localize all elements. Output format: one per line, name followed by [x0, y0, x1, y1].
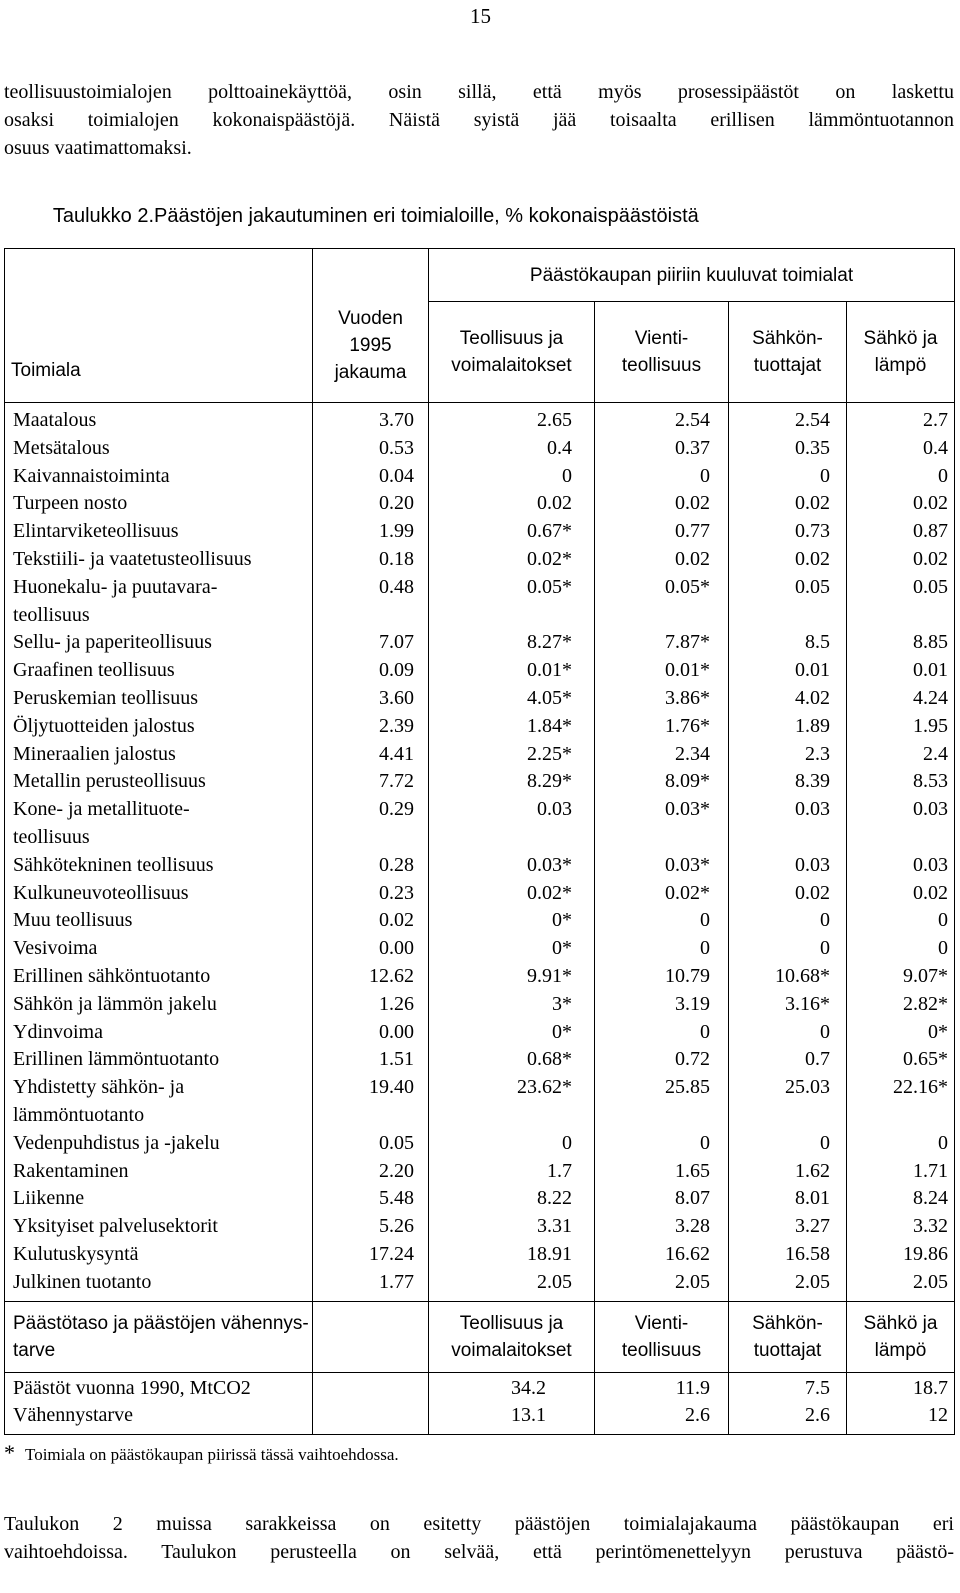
header-vuoden-1995: Vuoden 1995 jakauma [313, 249, 429, 403]
bottom-rows-block [5, 1372, 955, 1435]
cell-sahko: 0.87 [913, 520, 948, 543]
cell-teol: 4.05* [527, 686, 572, 709]
cell-vienti: 0.05* [665, 575, 710, 598]
cell-vienti: 0.02* [665, 881, 710, 904]
row-label: Muu teollisuus [13, 909, 133, 932]
cell-v1995: 2.39 [379, 714, 414, 737]
cell-vienti: 0 [700, 464, 710, 487]
row-spacer [313, 602, 414, 630]
intro-line: osuus vaatimattomaksi. [4, 137, 192, 159]
cell-v1995: 1.99 [379, 520, 414, 543]
cell-teol: 8.22 [537, 1187, 572, 1210]
cell-sahko: 9.07* [903, 964, 948, 987]
outro-line: Taulukon 2 muissa sarakkeissa on esitetty päästöjen toimialajakauma päästökaupan eri [4, 1513, 954, 1535]
cell-teol: 0* [552, 1020, 572, 1043]
cell-sahkon: 2.05 [795, 1270, 830, 1293]
cell-v1995: 1.77 [379, 1270, 414, 1293]
cell-sahko: 2.05 [913, 1270, 948, 1293]
cell-sahkon: 8.01 [795, 1187, 830, 1210]
cell-v1995: 5.48 [379, 1187, 414, 1210]
bottom-cell-sahkon: 7.5 [805, 1376, 830, 1399]
cell-teol: 1.84* [527, 714, 572, 737]
bottom-cell-sahko: 18.7 [913, 1376, 948, 1399]
cell-sahkon: 0.73 [795, 520, 830, 543]
outro-line: vaihtoehdoissa. Taulukon perusteella on selvää, että perintömenettelyyn perustuva päästö- [4, 1541, 954, 1563]
row-spacer [595, 1102, 710, 1130]
row-label-cont: lämmöntuotanto [13, 1103, 145, 1126]
subheader-sahkontuottajat: Sähkön- tuottajat [729, 1301, 847, 1372]
cell-vienti: 8.07 [675, 1187, 710, 1210]
cell-sahko: 0.03 [913, 853, 948, 876]
row-label: Liikenne [13, 1187, 85, 1210]
row-label: Graafinen teollisuus [13, 659, 175, 682]
cell-teol: 0.03* [527, 853, 572, 876]
row-label: Sellu- ja paperiteollisuus [13, 631, 212, 654]
cell-sahkon: 25.03 [785, 1076, 830, 1099]
bottom-cell-teol: 13.1 [511, 1404, 546, 1427]
subheader-row [5, 1301, 955, 1372]
row-label: Maatalous [13, 409, 97, 431]
cell-vienti: 25.85 [665, 1076, 710, 1099]
subheader-empty [313, 1301, 429, 1372]
cell-v1995: 0.00 [379, 1020, 414, 1043]
cell-sahkon: 3.16* [785, 992, 830, 1015]
row-label: Sähkötekninen teollisuus [13, 853, 214, 876]
label-column [5, 403, 313, 1302]
cell-vienti: 3.86* [665, 686, 710, 709]
cell-v1995: 12.62 [369, 964, 414, 987]
cell-vienti: 0.02 [675, 547, 710, 570]
v1995-column [313, 403, 429, 1302]
row-label: Huonekalu- ja puutavara- [13, 575, 218, 598]
row-label: Metallin perusteollisuus [13, 770, 206, 793]
row-spacer [429, 602, 572, 630]
cell-sahkon: 3.27 [795, 1215, 830, 1238]
cell-v1995: 0.28 [379, 853, 414, 876]
table-label: Taulukko 2. [52, 205, 154, 227]
row-spacer [847, 1102, 948, 1130]
cell-teol: 3* [552, 992, 572, 1015]
row-spacer [429, 824, 572, 852]
row-label: Kulutuskysyntä [13, 1242, 139, 1265]
row-spacer [313, 824, 414, 852]
cell-vienti: 0.02 [675, 492, 710, 515]
cell-teol: 8.29* [527, 770, 572, 793]
cell-sahko: 0.02 [913, 492, 948, 515]
cell-v1995: 3.60 [379, 686, 414, 709]
row-label: Vedenpuhdistus ja -jakelu [13, 1131, 220, 1154]
cell-sahko: 0 [938, 937, 948, 960]
cell-sahko: 19.86 [903, 1242, 948, 1265]
sahko-lampo-column [847, 403, 955, 1302]
header-toimiala: Toimiala [5, 249, 313, 403]
row-label: Kulkuneuvoteollisuus [13, 881, 189, 904]
row-label: Ydinvoima [13, 1020, 103, 1043]
sahkontuottajat-column [729, 403, 847, 1302]
intro-line: teollisuustoimialojen polttoainekäyttöä, osin sillä, että myös prosessipäästöt on laskettu [4, 81, 954, 103]
cell-vienti: 0.37 [675, 436, 710, 459]
cell-vienti: 1.65 [675, 1159, 710, 1182]
cell-sahko: 2.82* [903, 992, 948, 1015]
cell-sahkon: 4.02 [795, 686, 830, 709]
cell-sahko: 0* [928, 1020, 948, 1043]
cell-sahkon: 0.02 [795, 492, 830, 515]
cell-sahko: 0.02 [913, 547, 948, 570]
cell-sahkon: 1.62 [795, 1159, 830, 1182]
bottom-teollisuus-column [429, 1372, 595, 1435]
cell-vienti: 0 [700, 937, 710, 960]
cell-sahko: 4.24 [913, 686, 948, 709]
subheader-label: Päästötaso ja päästöjen vähennys- tarve [5, 1301, 313, 1372]
row-label: Julkinen tuotanto [13, 1270, 152, 1293]
cell-sahko: 3.32 [913, 1215, 948, 1238]
bottom-cell-vienti: 11.9 [675, 1376, 710, 1399]
cell-sahko: 0.02 [913, 881, 948, 904]
cell-v1995: 4.41 [379, 742, 414, 765]
row-label: Tekstiili- ja vaatetusteollisuus [13, 547, 252, 570]
bottom-row-label: Päästöt vuonna 1990, MtCO2 [13, 1376, 251, 1399]
cell-vienti: 16.62 [665, 1242, 710, 1265]
cell-sahko: 1.95 [913, 714, 948, 737]
cell-teol: 0.68* [527, 1048, 572, 1071]
cell-sahkon: 1.89 [795, 714, 830, 737]
cell-v1995: 17.24 [369, 1242, 414, 1265]
cell-teol: 23.62* [517, 1076, 572, 1099]
header-sahkontuottajat: Sähkön- tuottajat [729, 302, 847, 403]
header-sahko-lampo: Sähkö ja lämpö [847, 302, 955, 403]
cell-sahkon: 0 [820, 937, 830, 960]
cell-sahko: 0.01 [913, 659, 948, 682]
cell-vienti: 1.76* [665, 714, 710, 737]
row-label: Turpeen nosto [13, 492, 128, 515]
row-label: Mineraalien jalostus [13, 742, 176, 765]
cell-vienti: 0.03* [665, 798, 710, 821]
cell-sahko: 0 [938, 1131, 948, 1154]
table-title: Päästöjen jakautuminen eri toimialoille, % kokonaispäästöistä [154, 205, 699, 227]
cell-sahko: 0.4 [923, 436, 948, 459]
header-vientiteollisuus: Vienti- teollisuus [595, 302, 729, 403]
cell-teol: 3.31 [537, 1215, 572, 1238]
cell-vienti: 0 [700, 1131, 710, 1154]
cell-v1995: 19.40 [369, 1076, 414, 1099]
cell-sahko: 8.53 [913, 770, 948, 793]
row-spacer [847, 824, 948, 852]
header-row-group [5, 249, 955, 302]
cell-v1995: 0.02 [379, 909, 414, 932]
cell-sahkon: 0.05 [795, 575, 830, 598]
cell-teol: 9.91* [527, 964, 572, 987]
cell-vienti: 0 [700, 909, 710, 932]
cell-sahko: 2.4 [923, 742, 948, 765]
row-label: Kone- ja metallituote- [13, 798, 190, 821]
cell-v1995: 0.05 [379, 1131, 414, 1154]
cell-sahko: 0.65* [903, 1048, 948, 1071]
cell-v1995: 3.70 [379, 409, 414, 431]
bottom-empty-column [313, 1372, 429, 1435]
cell-teol: 0.02* [527, 881, 572, 904]
cell-teol: 0.01* [527, 659, 572, 682]
bottom-cell-sahko: 12 [928, 1404, 948, 1427]
table-caption [4, 205, 699, 228]
cell-vienti: 2.54 [675, 409, 710, 431]
cell-teol: 2.05 [537, 1270, 572, 1293]
cell-teol: 0.02 [537, 492, 572, 515]
row-label-cont: teollisuus [13, 825, 90, 848]
cell-vienti: 2.05 [675, 1270, 710, 1293]
subheader-vientiteollisuus: Vienti- teollisuus [595, 1301, 729, 1372]
cell-teol: 2.65 [537, 409, 572, 431]
bottom-cell-sahkon: 2.6 [805, 1404, 830, 1427]
cell-sahko: 8.85 [913, 631, 948, 654]
cell-sahkon: 0 [820, 909, 830, 932]
cell-vienti: 0.72 [675, 1048, 710, 1071]
cell-sahko: 0 [938, 464, 948, 487]
cell-vienti: 0 [700, 1020, 710, 1043]
emissions-table [4, 248, 955, 1435]
row-label: Vesivoima [13, 937, 98, 960]
teollisuus-column [429, 403, 595, 1302]
cell-v1995: 0.53 [379, 436, 414, 459]
cell-vienti: 7.87* [665, 631, 710, 654]
footnote [4, 1440, 399, 1466]
cell-sahko: 8.24 [913, 1187, 948, 1210]
bottom-label-column [5, 1372, 313, 1435]
cell-sahko: 2.7 [923, 409, 948, 431]
row-label: Erillinen sähköntuotanto [13, 964, 211, 987]
cell-sahko: 0 [938, 909, 948, 932]
cell-v1995: 0.29 [379, 798, 414, 821]
cell-vienti: 2.34 [675, 742, 710, 765]
cell-v1995: 0.20 [379, 492, 414, 515]
cell-sahkon: 2.54 [795, 409, 830, 431]
bottom-vienti-column [595, 1372, 729, 1435]
header-teollisuus: Teollisuus ja voimalaitokset [429, 302, 595, 403]
row-label: Elintarviketeollisuus [13, 520, 179, 543]
cell-sahko: 22.16* [893, 1076, 948, 1099]
vienti-column [595, 403, 729, 1302]
bottom-sahkontuottajat-column [729, 1372, 847, 1435]
cell-teol: 0.02* [527, 547, 572, 570]
row-spacer [595, 602, 710, 630]
cell-sahkon: 0.7 [805, 1048, 830, 1071]
cell-sahkon: 16.58 [785, 1242, 830, 1265]
data-rows-block [5, 403, 955, 1302]
cell-sahkon: 0.35 [795, 436, 830, 459]
bottom-row-label: Vähennystarve [13, 1404, 133, 1427]
cell-teol: 0* [552, 937, 572, 960]
cell-sahkon: 0.01 [795, 659, 830, 682]
cell-teol: 0.4 [547, 436, 572, 459]
row-label: Metsätalous [13, 436, 110, 459]
cell-sahkon: 0 [820, 1020, 830, 1043]
cell-sahkon: 0.03 [795, 798, 830, 821]
row-label: Öljytuotteiden jalostus [13, 714, 195, 737]
intro-line: osaksi toimialojen kokonaispäästöjä. Näistä syistä jää toisaalta erillisen lämmöntuotannon [4, 109, 954, 131]
cell-teol: 0.03 [537, 798, 572, 821]
cell-teol: 1.7 [547, 1159, 572, 1182]
cell-sahkon: 8.39 [795, 770, 830, 793]
cell-teol: 8.27* [527, 631, 572, 654]
cell-teol: 18.91 [527, 1242, 572, 1265]
cell-vienti: 3.28 [675, 1215, 710, 1238]
footnote-star: * [4, 1440, 15, 1465]
cell-vienti: 0.03* [665, 853, 710, 876]
subheader-teollisuus: Teollisuus ja voimalaitokset [429, 1301, 595, 1372]
row-label: Yksityiset palvelusektorit [13, 1215, 218, 1238]
cell-sahkon: 0 [820, 1131, 830, 1154]
cell-teol: 0 [562, 1131, 572, 1154]
cell-sahko: 0.05 [913, 575, 948, 598]
row-spacer [729, 602, 830, 630]
row-label: Sähkön ja lämmön jakelu [13, 992, 217, 1015]
cell-v1995: 0.23 [379, 881, 414, 904]
row-spacer [729, 824, 830, 852]
cell-teol: 2.25* [527, 742, 572, 765]
cell-sahkon: 10.68* [775, 964, 830, 987]
cell-sahkon: 8.5 [805, 631, 830, 654]
cell-teol: 0 [562, 464, 572, 487]
cell-sahkon: 2.3 [805, 742, 830, 765]
cell-v1995: 0.09 [379, 659, 414, 682]
cell-v1995: 5.26 [379, 1215, 414, 1238]
footnote-text: Toimiala on päästökaupan piirissä tässä vaihtoehdossa. [25, 1445, 399, 1464]
cell-vienti: 0.77 [675, 520, 710, 543]
row-label: Kaivannaistoiminta [13, 464, 170, 487]
cell-teol: 0* [552, 909, 572, 932]
row-spacer [847, 602, 948, 630]
cell-vienti: 8.09* [665, 770, 710, 793]
page-number: 15 [470, 4, 491, 28]
row-label: Yhdistetty sähkön- ja [13, 1076, 185, 1099]
subheader-sahko-lampo: Sähkö ja lämpö [847, 1301, 955, 1372]
row-spacer [313, 1102, 414, 1130]
intro-paragraph [4, 78, 954, 162]
row-label-cont: teollisuus [13, 603, 90, 626]
bottom-cell-teol: 34.2 [511, 1376, 546, 1399]
cell-v1995: 1.51 [379, 1048, 414, 1071]
cell-v1995: 0.18 [379, 547, 414, 570]
cell-vienti: 10.79 [665, 964, 710, 987]
row-spacer [729, 1102, 830, 1130]
cell-v1995: 7.07 [379, 631, 414, 654]
cell-vienti: 3.19 [675, 992, 710, 1015]
cell-sahkon: 0.02 [795, 547, 830, 570]
bottom-sahko-lampo-column [847, 1372, 955, 1435]
outro-paragraph [4, 1510, 954, 1566]
cell-sahko: 0.03 [913, 798, 948, 821]
cell-sahkon: 0.03 [795, 853, 830, 876]
cell-teol: 0.05* [527, 575, 572, 598]
cell-v1995: 2.20 [379, 1159, 414, 1182]
row-spacer [429, 1102, 572, 1130]
cell-sahko: 1.71 [913, 1159, 948, 1182]
bottom-cell-vienti: 2.6 [685, 1404, 710, 1427]
cell-v1995: 7.72 [379, 770, 414, 793]
cell-teol: 0.67* [527, 520, 572, 543]
cell-v1995: 0.48 [379, 575, 414, 598]
header-group-paastokauppa: Päästökaupan piiriin kuuluvat toimialat [429, 249, 955, 302]
row-label: Peruskemian teollisuus [13, 686, 198, 709]
row-label: Erillinen lämmöntuotanto [13, 1048, 220, 1071]
cell-sahkon: 0.02 [795, 881, 830, 904]
row-spacer [595, 824, 710, 852]
row-label: Rakentaminen [13, 1159, 129, 1182]
cell-vienti: 0.01* [665, 659, 710, 682]
cell-v1995: 0.00 [379, 937, 414, 960]
cell-sahkon: 0 [820, 464, 830, 487]
cell-v1995: 0.04 [379, 464, 414, 487]
cell-v1995: 1.26 [379, 992, 414, 1015]
